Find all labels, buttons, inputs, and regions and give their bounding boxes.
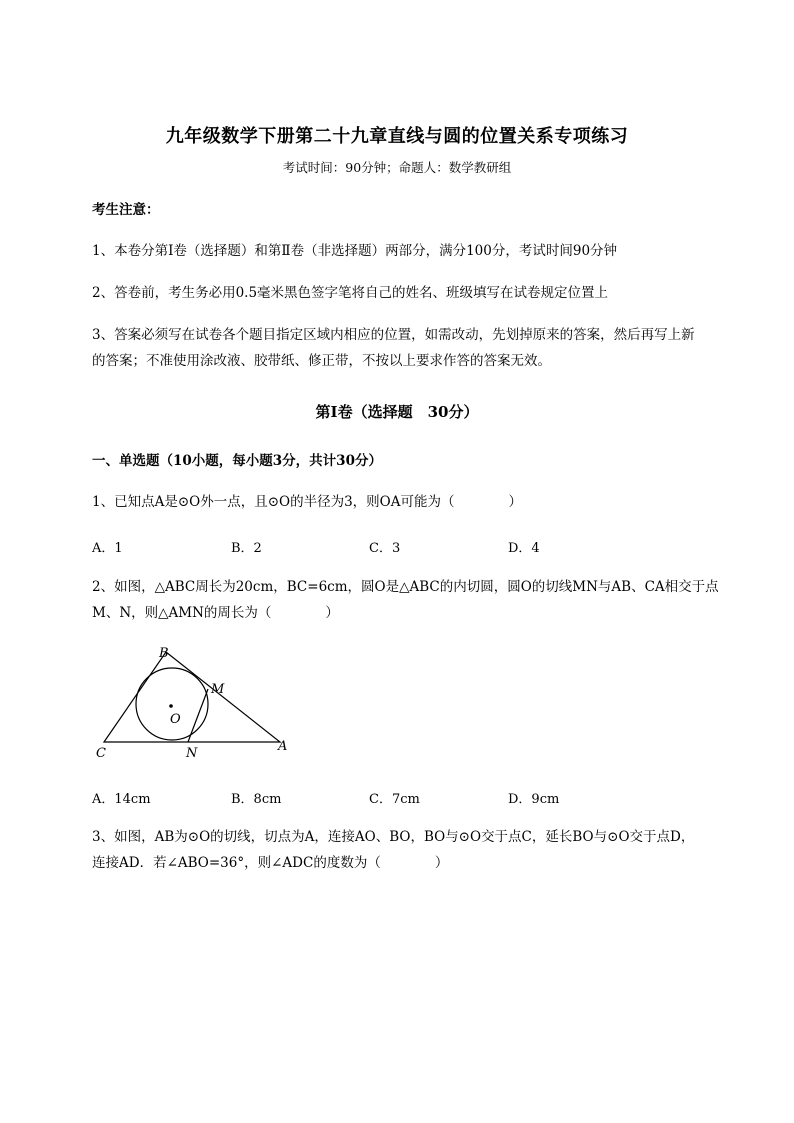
label-o: O	[170, 712, 181, 727]
notes-heading: 考生注意：	[92, 202, 160, 218]
label-a: A	[278, 739, 288, 754]
tangent-line-mn	[188, 689, 208, 742]
incircle-triangle-figure	[92, 644, 292, 764]
label-n: N	[186, 746, 198, 761]
question-2-option-a[interactable]: A．14cm	[92, 792, 151, 807]
section-title: 第I卷（选择题 30分）	[315, 403, 479, 421]
label-b: B	[159, 646, 169, 661]
triangle-abc	[104, 652, 280, 742]
question-1-option-c[interactable]: C．3	[369, 541, 401, 556]
center-point-o	[169, 704, 173, 708]
note-item-1: 1、本卷分第I卷（选择题）和第Ⅱ卷（非选择题）两部分，满分100分，考试时间90分钟	[92, 243, 618, 259]
part-heading: 一、单选题（10小题，每小题3分，共计30分）	[92, 453, 382, 469]
question-2-option-c[interactable]: C．7cm	[369, 792, 420, 807]
label-m: M	[211, 682, 225, 697]
note-item-3-line-2: 的答案；不准使用涂改液、胶带纸、修正带，不按以上要求作答的答案无效。	[92, 353, 551, 369]
incircle-o	[136, 668, 208, 740]
question-2-option-d[interactable]: D．9cm	[508, 792, 560, 807]
question-1-option-d[interactable]: D．4	[508, 541, 540, 556]
question-3-stem-line-1: 3、如图，AB为⊙O的切线，切点为A，连接AO、BO，BO与⊙O交于点C，延长BO与⊙O交于点D，	[92, 829, 695, 845]
question-1-option-b[interactable]: B．2	[231, 541, 262, 556]
question-1-option-a[interactable]: A．1	[92, 541, 123, 556]
exam-subtitle: 考试时间：90分钟；命题人：数学教研组	[282, 160, 512, 175]
label-c: C	[96, 746, 106, 761]
question-2-stem-line-2: M、N，则△AMN的周长为（ ）	[92, 605, 339, 621]
question-2-option-b[interactable]: B．8cm	[231, 792, 282, 807]
question-3-stem-line-2: 连接AD．若∠ABO=36°，则∠ADC的度数为（ ）	[92, 855, 449, 871]
note-item-3-line-1: 3、答案必须写在试卷各个题目指定区域内相应的位置，如需改动，先划掉原来的答案，然后再写上新	[92, 327, 695, 343]
exam-title: 九年级数学下册第二十九章直线与圆的位置关系专项练习	[165, 126, 629, 147]
question-1-stem: 1、已知点A是⊙O外一点，且⊙O的半径为3，则OA可能为（ ）	[92, 494, 523, 510]
question-2-stem-line-1: 2、如图，△ABC周长为20cm，BC=6cm，圆O是△ABC的内切圆，圆O的切线MN与AB、CA相交于点	[92, 579, 719, 595]
note-item-2: 2、答卷前，考生务必用0.5毫米黑色签字笔将自己的姓名、班级填写在试卷规定位置上	[92, 285, 609, 301]
